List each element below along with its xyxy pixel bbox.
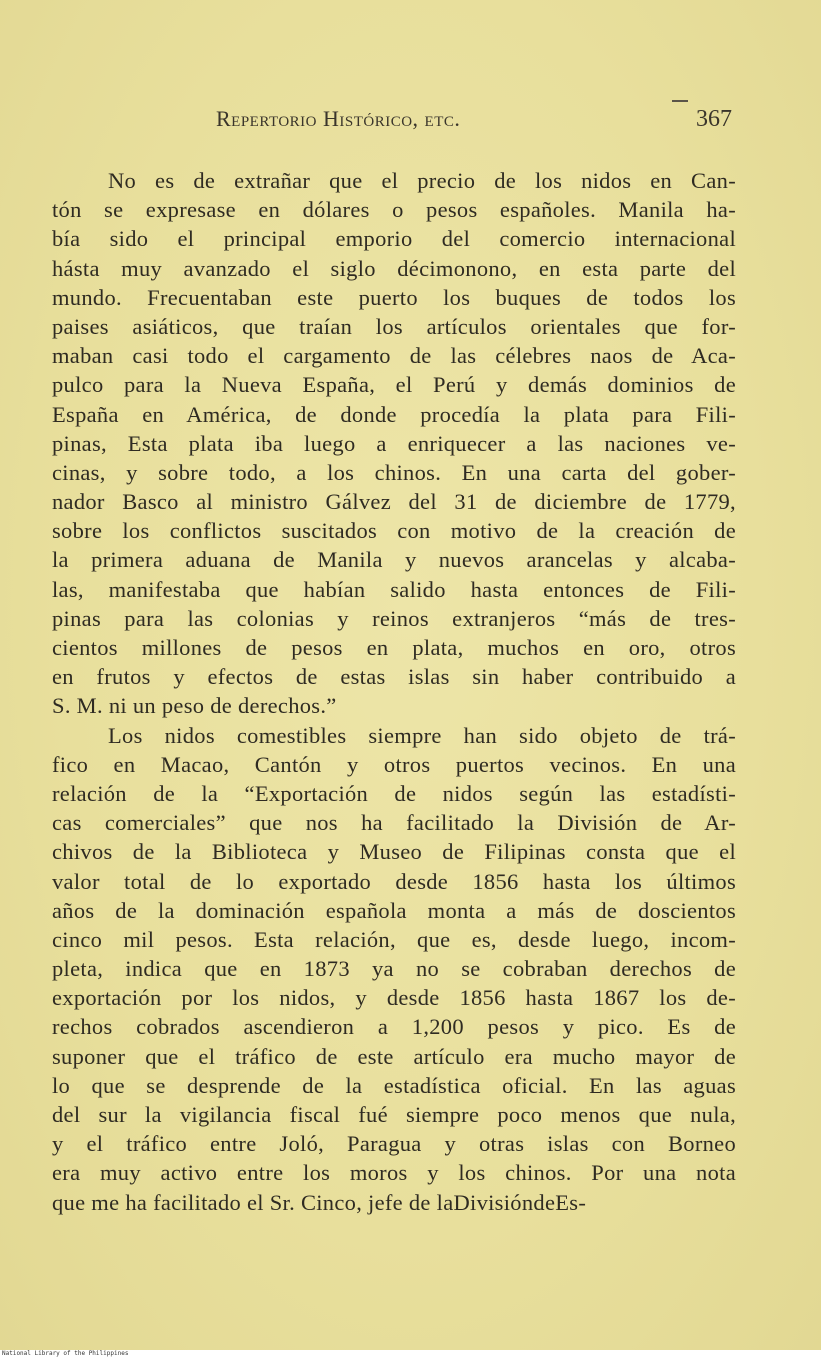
text-line: la primera aduana de Manila y nuevos arancelas y alcaba- — [52, 547, 736, 573]
text-line: pinas, Esta plata iba luego a enriquecer a las naciones ve- — [52, 430, 736, 456]
text-line: cinas, y sobre todo, a los chinos. En una carta del gober- — [52, 459, 736, 485]
footer-strip — [0, 1350, 821, 1358]
text-line: cientos millones de pesos en plata, muchos en oro, otros — [52, 635, 736, 660]
text-line: fico en Macao, Cantón y otros puertos vecinos. En una — [52, 751, 736, 777]
paragraph — [52, 166, 736, 721]
text-line: cinco mil pesos. Esta relación, que es, desde luego, incom- — [52, 926, 736, 952]
paragraph — [52, 721, 736, 1217]
text-line: No es de extrañar que el precio de los nidos en Can- — [108, 168, 736, 193]
text-line: pinas para las colonias y reinos extranjeros “más de tres- — [52, 605, 736, 631]
text-line: paises asiáticos, que traían los artículos orientales que for- — [52, 313, 736, 339]
text-line: tón se expresase en dólares o pesos españoles. Manila ha- — [52, 197, 736, 223]
text-line: rechos cobrados ascendieron a 1,200 pesos y pico. Es de — [52, 1014, 736, 1040]
text-line: que me ha facilitado el Sr. Cinco, jefe de laDivisióndeEs- — [52, 1189, 587, 1215]
running-title: Repertorio Histórico, etc. — [216, 106, 461, 131]
text-line: chivos de la Biblioteca y Museo de Filipinas consta que el — [52, 839, 736, 865]
text-line: pulco para la Nueva España, el Perú y demás dominios de — [52, 372, 736, 398]
paragraph-container — [52, 166, 736, 1217]
text-line: las, manifestaba que habían salido hasta entonces de Fili- — [52, 576, 736, 602]
text-line: años de la dominación española monta a más de doscientos — [52, 897, 736, 923]
text-line: nador Basco al ministro Gálvez del 31 de diciembre de 1779, — [52, 489, 736, 515]
page-number-mark — [672, 100, 688, 102]
text-line: Los nidos comestibles siempre han sido objeto de trá- — [108, 722, 736, 748]
text-line: cas comerciales” que nos ha facilitado la División de Ar- — [52, 810, 736, 836]
text-line: valor total de lo exportado desde 1856 hasta los últimos — [52, 868, 736, 894]
text-line: lo que se desprende de la estadística oficial. En las aguas — [52, 1072, 736, 1098]
text-line: hásta muy avanzado el siglo décimonono, en esta parte del — [52, 255, 736, 281]
text-line: maban casi todo el cargamento de las célebres naos de Aca- — [52, 343, 736, 369]
text-line: S. M. ni un peso de derechos.” — [52, 693, 337, 719]
text-line: suponer que el tráfico de este artículo era mucho mayor de — [52, 1043, 736, 1069]
library-watermark: National Library of the Philippines — [2, 1350, 129, 1357]
body-text — [52, 166, 736, 1217]
text-line: bía sido el principal emporio del comercio internacional — [52, 226, 736, 252]
text-line: y el tráfico entre Joló, Paragua y otras islas con Borneo — [52, 1131, 736, 1157]
page-header — [0, 106, 821, 142]
text-line: en frutos y efectos de estas islas sin haber contribuido a — [52, 664, 736, 690]
text-line: España en América, de donde procedía la plata para Fili- — [52, 401, 736, 427]
text-line: mundo. Frecuentaban este puerto los buques de todos los — [52, 284, 736, 310]
text-line: pleta, indica que en 1873 ya no se cobraban derechos de — [52, 956, 736, 982]
page-number: 367 — [696, 106, 732, 132]
text-line: sobre los conflictos suscitados con motivo de la creación de — [52, 518, 736, 544]
text-line: relación de la “Exportación de nidos según las estadísti- — [52, 780, 736, 806]
text-line: era muy activo entre los moros y los chinos. Por una nota — [52, 1160, 736, 1186]
text-line: del sur la vigilancia fiscal fué siempre poco menos que nula, — [52, 1102, 736, 1127]
text-line: exportación por los nidos, y desde 1856 hasta 1867 los de- — [52, 985, 736, 1011]
